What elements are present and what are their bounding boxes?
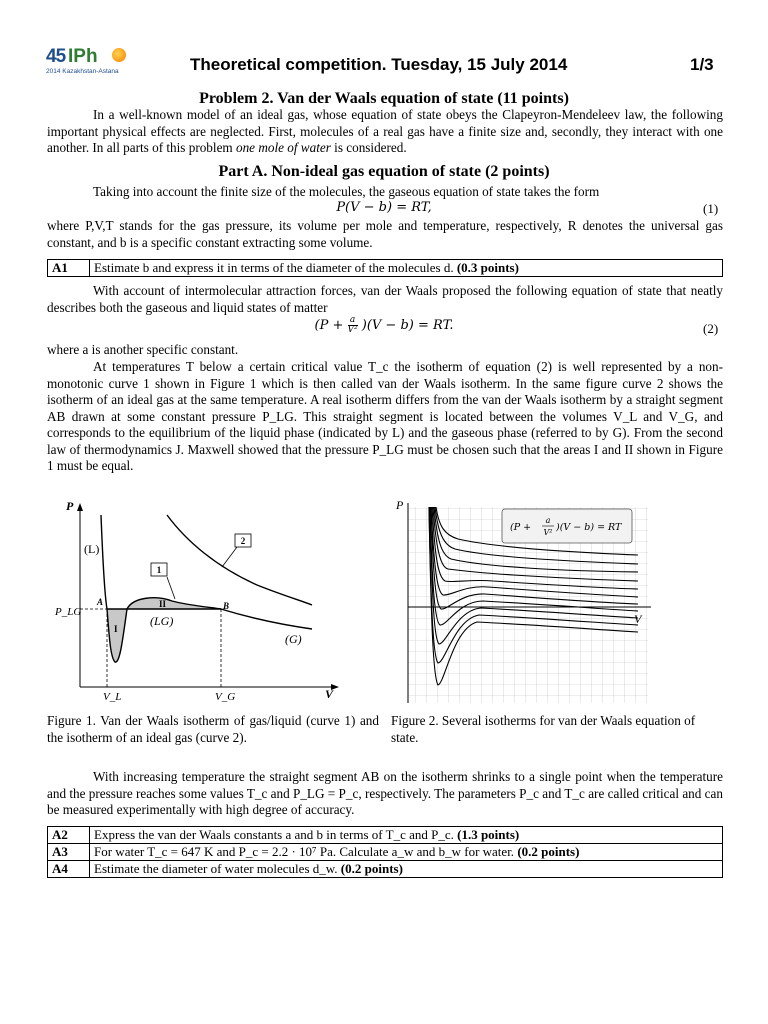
part-a-text-6: With increasing temperature the straight segment AB on the isotherm shrinks to a single point when the temperature and the pressure reaches some values T_c and P_LG = P_c, respectively. The parameters P_c and T_c are called critical and can be measured experimentally with high degree of accuracy.	[47, 769, 723, 817]
task-id: A3	[48, 844, 90, 861]
fig1-axis-v: V	[325, 687, 334, 701]
page-number: 1/3	[690, 55, 714, 74]
fig1-label-II: II	[159, 599, 167, 609]
fig2-formula-num-bot: V²	[543, 528, 553, 537]
equation-1: P(V − b) = RT,	[336, 200, 432, 215]
logo-number: 45	[46, 46, 66, 67]
fig1-label-G: (G)	[285, 632, 302, 646]
fig1-label-I: I	[114, 624, 118, 634]
task-text: For water T_c = 647 K and P_c = 2.2 · 10⁷ Pa. Calculate a_w and b_w for water. (0.2 points)	[90, 844, 723, 861]
figure-1-caption: Figure 1. Van der Waals isotherm of gas/liquid (curve 1) and the isotherm of an ideal gas (curve 2).	[47, 713, 379, 745]
task-row-a4	[48, 861, 723, 878]
fig2-formula-right: )(V − b) = RT	[556, 522, 622, 533]
fig1-curve-1	[101, 515, 312, 662]
fig1-label-curve2: 2	[240, 536, 246, 546]
fig1-label-VL: V_L	[103, 691, 122, 703]
problem-intro: In a well-known model of an ideal gas, whose equation of state obeys the Clapeyron-Mendeleev law, the following important physical effects are neglected. First, molecules of a real gas have a finite size and, secondly, they interact with one another. In all parts of this problem one mole of water is considered.	[47, 107, 723, 155]
figure-2-caption: Figure 2. Several isotherms for van der Waals equation of state.	[391, 713, 696, 745]
task-row-a2	[48, 827, 723, 844]
part-a-title: Part A. Non-ideal gas equation of state (2 points)	[218, 163, 550, 180]
fig1-p-axis-arrow	[77, 503, 83, 511]
problem-title: Problem 2. Van der Waals equation of state (11 points)	[199, 90, 569, 107]
task-row-a3	[48, 844, 723, 861]
figure-1-vdw-isotherm	[47, 497, 347, 707]
page-header-title: Theoretical competition. Tuesday, 15 July 2014	[190, 55, 568, 74]
part-a-text-5: At temperatures T below a certain critical value T_c the isotherm of equation (2) is well represented by a non-monotonic curve 1 shown in Figure 1 which is then called van der Waals isotherm. In the same figure curve 2 shows the isotherm of an ideal gas at the same temperature. A real isotherm differs from the van der Waals isotherm by a straight segment AB drawn at some constant pressure P_LG. This straight segment is located between the volumes V_L and V_G, and corresponds to the equilibrium of the liquid phase (indicated by L) and the gaseous phase (referred to by G). From the second law of thermodynamics J. Maxwell showed that the pressure P_LG must be chosen such that the areas I and II shown in Figure 1 must be equal.	[47, 359, 723, 473]
task-id: A2	[48, 827, 90, 844]
fig1-area-I	[107, 609, 127, 662]
part-a-text-4: where a is another specific constant.	[47, 342, 239, 357]
fig1-label-LG: (LG)	[150, 614, 174, 628]
logo-ball-icon	[112, 48, 126, 62]
task-id: A1	[48, 260, 90, 277]
equation-1-number: (1)	[703, 201, 719, 216]
fig1-label-PLG: P_LG	[55, 606, 82, 618]
fig1-label-A: A	[97, 597, 104, 607]
equation-2: (P + $\frac{a}{\text{V²}}$ )(V − b) = RT.	[314, 315, 454, 335]
equation-2-number: (2)	[703, 321, 719, 336]
part-a-text-3: With account of intermolecular attraction forces, van der Waals proposed the following equation of state that neatly describes both the gaseous and liquid states of matter	[47, 283, 723, 315]
fig1-label-VG: V_G	[215, 691, 236, 703]
fig1-label-curve1: 1	[156, 565, 162, 575]
task-text: Express the van der Waals constants a and b in terms of T_c and P_c. (1.3 points)	[90, 827, 723, 844]
part-a-text-1: Taking into account the finite size of the molecules, the gaseous equation of state takes the form	[93, 184, 600, 199]
fig1-label-L: (L)	[84, 542, 100, 556]
task-table-a1	[47, 259, 723, 277]
task-id: A4	[48, 861, 90, 878]
fig1-callout-1-line	[167, 577, 175, 599]
task-table-a2-a4	[47, 826, 723, 878]
fig2-formula-left: (P +	[510, 522, 532, 533]
fig2-formula-num-top: a	[545, 516, 551, 525]
logo-subtitle: 2014 Kazakhstan-Astana	[46, 68, 119, 75]
fig1-callout-2-line	[222, 547, 237, 567]
part-a-text-2: where P,V,T stands for the gas pressure, its volume per mole and temperature, respectively, R denotes the universal gas constant, and b is a specific constant extracting some volume.	[47, 218, 723, 250]
task-text: Estimate b and express it in terms of the diameter of the molecules d. (0.3 points)	[90, 260, 723, 277]
fig2-axis-p: P	[396, 498, 404, 512]
logo-letters: IPh	[68, 46, 98, 67]
fig1-curve-2	[167, 515, 312, 605]
task-row-a1	[48, 260, 723, 277]
fig1-label-B: B	[223, 601, 230, 611]
task-text: Estimate the diameter of water molecules d_w. (0.2 points)	[90, 861, 723, 878]
ipho-logo	[46, 44, 146, 80]
fig2-axis-v: V	[634, 612, 642, 626]
intro-emphasis: one mole of water	[235, 140, 331, 155]
figure-2-isotherms	[393, 497, 658, 705]
fig1-axis-p: P	[66, 499, 74, 513]
